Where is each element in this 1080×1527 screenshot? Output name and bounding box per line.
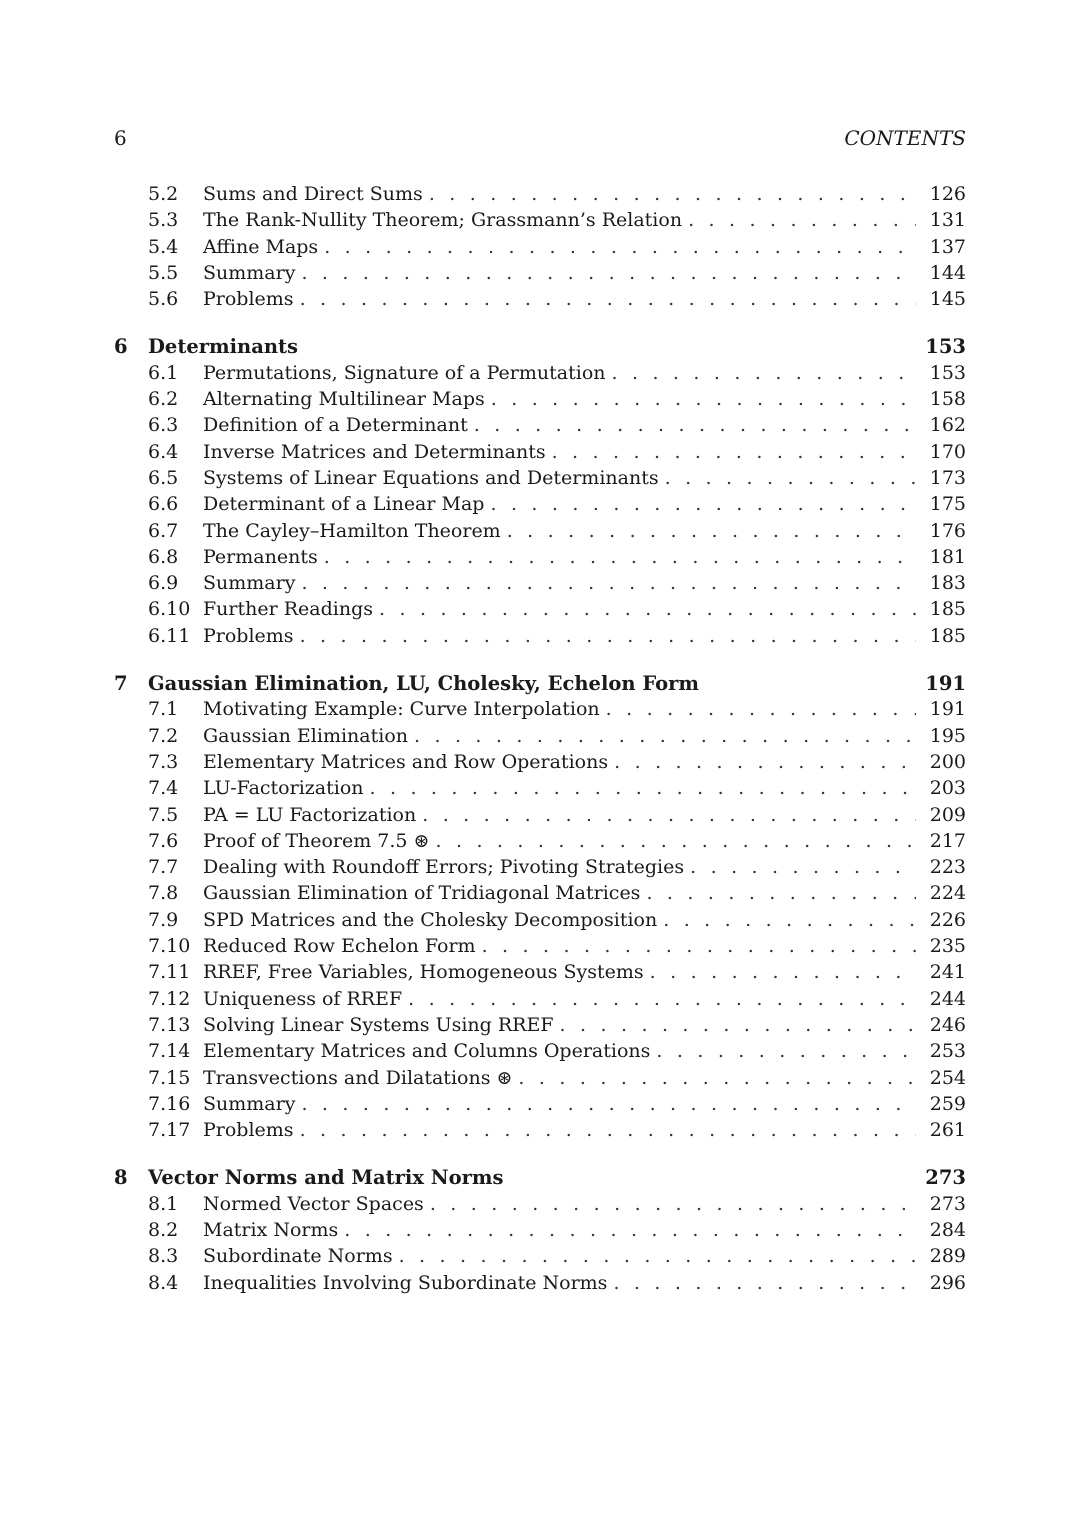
section-number: 6.7 <box>148 519 179 542</box>
chapter-number: 7 <box>114 672 128 696</box>
section-number: 7.14 <box>148 1040 191 1063</box>
section-title: Summary <box>203 572 296 595</box>
toc-section-entry[interactable] <box>114 1014 966 1040</box>
dot-leader <box>370 777 917 799</box>
section-page: 181 <box>929 545 966 568</box>
toc-section-entry[interactable] <box>114 1119 966 1145</box>
section-page: 226 <box>929 908 966 931</box>
section-page: 203 <box>929 777 966 800</box>
toc-section-entry[interactable] <box>114 1219 966 1245</box>
section-title: Summary <box>203 261 296 284</box>
dot-leader <box>301 262 916 284</box>
dot-leader <box>663 909 916 931</box>
dot-leader <box>482 935 916 957</box>
section-page: 217 <box>929 829 966 852</box>
section-number: 8.4 <box>148 1271 179 1294</box>
section-number: 6.3 <box>148 414 179 437</box>
toc-section-entry[interactable] <box>114 935 966 961</box>
section-page: 191 <box>929 698 966 721</box>
toc-section-entry[interactable] <box>114 288 966 314</box>
chapter-page: 191 <box>925 672 966 696</box>
section-title: Motivating Example: Curve Interpolation <box>203 698 600 721</box>
section-page: 137 <box>929 235 966 258</box>
toc-section-entry[interactable] <box>114 493 966 519</box>
dot-leader <box>344 1219 916 1241</box>
dot-leader <box>399 1245 916 1267</box>
section-title: The Rank-Nullity Theorem; Grassmann’s Relation <box>203 209 683 232</box>
dot-leader <box>300 1119 916 1141</box>
section-number: 7.12 <box>148 987 191 1010</box>
section-number: 5.4 <box>148 235 179 258</box>
toc-section-entry[interactable] <box>114 909 966 935</box>
section-title: Problems <box>203 288 294 311</box>
section-title: Summary <box>203 1092 296 1115</box>
dot-leader <box>690 856 916 878</box>
toc-section-entry[interactable] <box>114 625 966 651</box>
section-number: 7.8 <box>148 882 179 905</box>
section-number: 7.7 <box>148 856 179 879</box>
dot-leader <box>422 804 916 826</box>
section-page: 246 <box>929 1013 966 1036</box>
toc-section-entry[interactable] <box>114 598 966 624</box>
section-number: 6.9 <box>148 572 179 595</box>
section-title: Elementary Matrices and Row Operations <box>203 750 609 773</box>
section-number: 7.13 <box>148 1013 191 1036</box>
dot-leader <box>612 362 917 384</box>
section-page: 153 <box>929 361 966 384</box>
dot-leader <box>656 1040 916 1062</box>
section-number: 8.3 <box>148 1245 179 1268</box>
section-number: 6.10 <box>148 598 191 621</box>
toc-section-entry[interactable] <box>114 520 966 546</box>
section-page: 244 <box>929 987 966 1010</box>
chapter-page: 273 <box>925 1166 966 1190</box>
section-number: 6.2 <box>148 388 179 411</box>
section-page: 158 <box>929 388 966 411</box>
chapter-title: Vector Norms and Matrix Norms <box>148 1166 504 1190</box>
toc-section-entry[interactable] <box>114 441 966 467</box>
section-title: Inverse Matrices and Determinants <box>203 440 546 463</box>
toc-section-entry[interactable] <box>114 1067 966 1093</box>
section-title: Problems <box>203 624 294 647</box>
section-number: 7.17 <box>148 1119 191 1142</box>
dot-leader <box>301 1093 916 1115</box>
section-title: Determinant of a Linear Map <box>203 493 485 516</box>
toc-section-entry[interactable] <box>114 572 966 598</box>
toc-section-entry[interactable] <box>114 751 966 777</box>
dot-leader <box>414 725 916 747</box>
section-number: 8.2 <box>148 1218 179 1241</box>
section-number: 7.10 <box>148 935 191 958</box>
section-page: 131 <box>929 209 966 232</box>
section-page: 185 <box>929 598 966 621</box>
dot-leader <box>560 1014 916 1036</box>
section-title: Problems <box>203 1119 294 1142</box>
section-title: Solving Linear Systems Using RREF <box>203 1013 554 1036</box>
section-page: 284 <box>929 1218 966 1241</box>
toc-section-entry[interactable] <box>114 1193 966 1219</box>
section-page: 162 <box>929 414 966 437</box>
section-title: Gaussian Elimination of Tridiagonal Matrices <box>203 882 641 905</box>
section-page: 173 <box>929 466 966 489</box>
section-number: 7.2 <box>148 724 179 747</box>
section-title: Sums and Direct Sums <box>203 183 423 205</box>
section-page: 200 <box>929 750 966 773</box>
toc-section-entry[interactable] <box>114 1245 966 1271</box>
dot-leader <box>300 625 916 647</box>
section-page: 254 <box>929 1066 966 1089</box>
section-number: 6.5 <box>148 466 179 489</box>
toc-section-entry[interactable] <box>114 1093 966 1119</box>
toc-chapter-entry[interactable] <box>114 335 966 361</box>
section-number: 7.11 <box>148 961 191 984</box>
section-page: 261 <box>929 1119 966 1142</box>
dot-leader <box>688 209 916 231</box>
toc-section-entry[interactable] <box>114 467 966 493</box>
section-title: Affine Maps <box>203 235 319 258</box>
toc-section-entry[interactable] <box>114 830 966 856</box>
dot-leader <box>435 830 916 852</box>
toc-chapter-entry[interactable] <box>114 672 966 698</box>
dot-leader <box>324 546 916 568</box>
toc-section-entry[interactable] <box>114 1040 966 1066</box>
section-title: Further Readings <box>203 598 374 621</box>
section-title: Dealing with Roundoff Errors; Pivoting Strategies <box>203 856 685 879</box>
dot-leader <box>408 988 916 1010</box>
section-page: 289 <box>929 1245 966 1268</box>
toc-section-entry[interactable] <box>114 988 966 1014</box>
section-title: Gaussian Elimination <box>203 724 408 747</box>
section-page: 273 <box>929 1192 966 1215</box>
section-page: 223 <box>929 856 966 879</box>
toc-chapter-entry[interactable] <box>114 1166 966 1192</box>
section-title: Definition of a Determinant <box>203 414 468 437</box>
dot-leader <box>665 467 916 489</box>
section-number: 5.3 <box>148 209 179 232</box>
section-page: 183 <box>929 572 966 595</box>
dot-leader <box>646 882 916 904</box>
section-page: 126 <box>929 183 966 205</box>
section-number: 7.5 <box>148 803 179 826</box>
toc-section-entry[interactable] <box>114 546 966 572</box>
section-title: Transvections and Dilatations ⊛ <box>203 1066 513 1089</box>
toc-section-entry[interactable] <box>114 388 966 414</box>
section-page: 253 <box>929 1040 966 1063</box>
dot-leader <box>474 414 916 436</box>
dot-leader <box>490 493 916 515</box>
section-title: Elementary Matrices and Columns Operations <box>203 1040 651 1063</box>
section-number: 7.3 <box>148 750 179 773</box>
toc-section-entry[interactable] <box>114 236 966 262</box>
section-page: 195 <box>929 724 966 747</box>
section-title: Alternating Multilinear Maps <box>203 388 485 411</box>
section-page: 224 <box>929 882 966 905</box>
section-page: 209 <box>929 803 966 826</box>
section-title: Proof of Theorem 7.5 ⊛ <box>203 829 430 852</box>
toc-section-entry[interactable] <box>114 961 966 987</box>
dot-leader <box>491 388 916 410</box>
section-number: 5.6 <box>148 288 179 311</box>
toc-section-entry[interactable] <box>114 209 966 235</box>
section-title: Subordinate Norms <box>203 1245 393 1268</box>
toc-section-entry[interactable] <box>114 362 966 388</box>
section-page: 259 <box>929 1092 966 1115</box>
section-number: 7.15 <box>148 1066 191 1089</box>
section-title: Uniqueness of RREF <box>203 987 403 1010</box>
toc-section-entry[interactable] <box>114 1272 966 1298</box>
toc-section-entry[interactable] <box>114 725 966 751</box>
dot-leader <box>606 698 916 720</box>
page-number: 6 <box>114 126 127 150</box>
toc-section-entry[interactable] <box>114 804 966 830</box>
dot-leader <box>429 183 916 205</box>
section-title: Reduced Row Echelon Form <box>203 935 476 958</box>
dot-leader <box>324 236 916 258</box>
section-number: 7.6 <box>148 829 179 852</box>
toc-section-entry[interactable] <box>114 183 966 209</box>
section-title: Permutations, Signature of a Permutation <box>203 361 606 384</box>
section-number: 5.2 <box>148 183 179 205</box>
dot-leader <box>518 1067 916 1089</box>
section-title: PA = LU Factorization <box>203 803 417 826</box>
dot-leader <box>430 1193 916 1215</box>
section-number: 6.1 <box>148 361 179 384</box>
section-number: 7.1 <box>148 698 179 721</box>
section-page: 145 <box>929 288 966 311</box>
chapter-title: Determinants <box>148 335 299 359</box>
chapter-page: 153 <box>925 335 966 359</box>
toc-section-entry[interactable] <box>114 414 966 440</box>
dot-leader <box>650 961 916 983</box>
section-title: Inequalities Involving Subordinate Norms <box>203 1271 608 1294</box>
running-head: CONTENTS <box>844 126 966 150</box>
section-page: 185 <box>929 624 966 647</box>
dot-leader <box>507 520 916 542</box>
section-title: The Cayley–Hamilton Theorem <box>203 519 501 542</box>
toc-section-entry[interactable] <box>114 777 966 803</box>
toc-section-entry[interactable] <box>114 856 966 882</box>
section-number: 6.4 <box>148 440 179 463</box>
section-number: 6.8 <box>148 545 179 568</box>
dot-leader <box>379 598 916 620</box>
section-page: 176 <box>929 519 966 542</box>
toc-section-entry[interactable] <box>114 262 966 288</box>
toc-section-entry[interactable] <box>114 698 966 724</box>
section-number: 6.6 <box>148 493 179 516</box>
dot-leader <box>300 288 916 310</box>
section-page: 235 <box>929 935 966 958</box>
section-page: 296 <box>929 1271 966 1294</box>
section-title: Normed Vector Spaces <box>203 1192 424 1215</box>
section-number: 7.9 <box>148 908 179 931</box>
dot-leader <box>301 572 916 594</box>
toc-section-entry[interactable] <box>114 882 966 908</box>
chapter-title: Gaussian Elimination, LU, Cholesky, Echelon Form <box>148 672 700 696</box>
section-title: SPD Matrices and the Cholesky Decomposition <box>203 908 658 931</box>
section-title: Systems of Linear Equations and Determinants <box>203 466 659 489</box>
section-number: 7.16 <box>148 1092 191 1115</box>
section-page: 175 <box>929 493 966 516</box>
dot-leader <box>613 1272 916 1294</box>
section-title: Permanents <box>203 545 318 568</box>
section-page: 241 <box>929 961 966 984</box>
dot-leader <box>552 441 916 463</box>
section-title: LU-Factorization <box>203 777 364 800</box>
page-header <box>114 126 966 156</box>
dot-leader <box>614 751 916 773</box>
section-number: 6.11 <box>148 624 191 647</box>
section-page: 144 <box>929 261 966 284</box>
section-title: RREF, Free Variables, Homogeneous Systems <box>203 961 644 984</box>
section-number: 7.4 <box>148 777 179 800</box>
chapter-number: 8 <box>114 1166 128 1190</box>
table-of-contents <box>114 183 966 1298</box>
section-title: Matrix Norms <box>203 1218 339 1241</box>
section-page: 170 <box>929 440 966 463</box>
section-number: 8.1 <box>148 1192 179 1215</box>
chapter-number: 6 <box>114 335 128 359</box>
section-number: 5.5 <box>148 261 179 284</box>
